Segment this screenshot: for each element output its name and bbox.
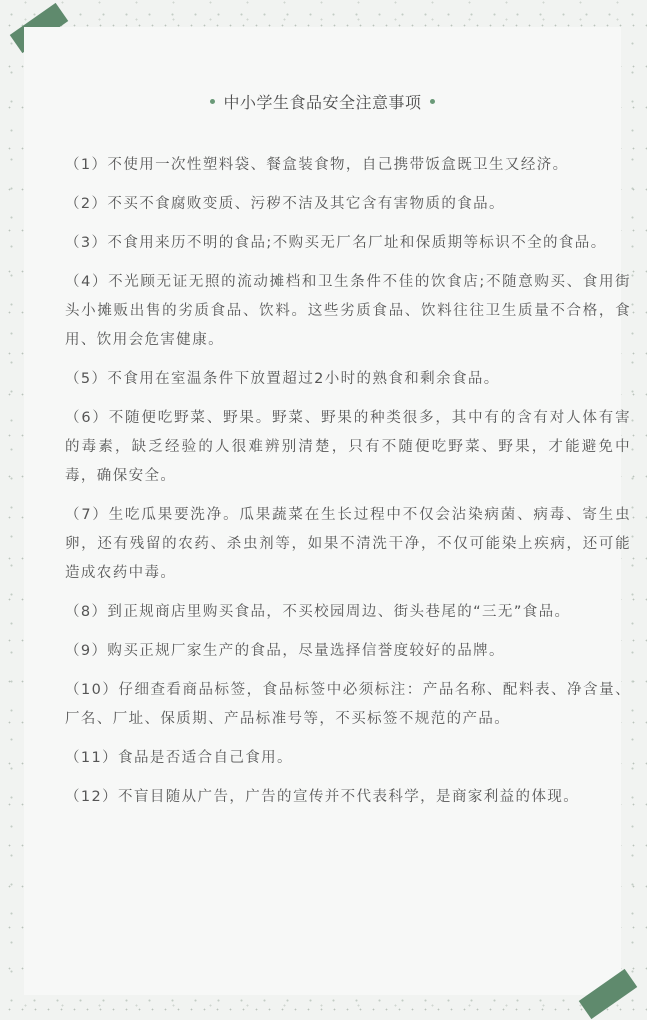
notice-item-11: （11）食品是否适合自己食用。: [65, 750, 293, 766]
notice-list: [65, 151, 631, 822]
title-bullet-left-icon: [210, 99, 215, 104]
notice-item-6: （6）不随便吃野菜、野果。野菜、野果的种类很多，其中有的含有对人体有害的毒素，缺乏经验的人很难辨别清楚，只有不随便吃野菜、野果，才能避免中毒，确保安全。: [65, 410, 631, 484]
notice-item-3: （3）不食用来历不明的食品;不购买无厂名厂址和保质期等标识不全的食品。: [65, 235, 607, 251]
notice-item-7: （7）生吃瓜果要洗净。瓜果蔬菜在生长过程中不仅会沾染病菌、病毒、寄生虫卵，还有残留的农药、杀虫剂等，如果不清洗干净，不仅可能染上疾病，还可能造成农药中毒。: [65, 507, 631, 581]
notice-item-1: （1）不使用一次性塑料袋、餐盒装食物，自己携带饭盒既卫生又经济。: [65, 157, 569, 173]
notice-item-9: （9）购买正规厂家生产的食品，尽量选择信誉度较好的品牌。: [65, 643, 505, 659]
title-bullet-right-icon: [430, 99, 435, 104]
notice-item-4: （4）不光顾无证无照的流动摊档和卫生条件不佳的饮食店;不随意购买、食用街头小摊贩出售的劣质食品、饮料。这些劣质食品、饮料往往卫生质量不合格，食用、饮用会危害健康。: [65, 274, 631, 348]
notice-item-5: （5）不食用在室温条件下放置超过2小时的熟食和剩余食品。: [65, 371, 500, 387]
page-title: 中小学生食品安全注意事项: [223, 93, 422, 112]
notice-item-2: （2）不买不食腐败变质、污秽不洁及其它含有害物质的食品。: [65, 196, 505, 212]
notice-item-8: （8）到正规商店里购买食品，不买校园周边、街头巷尾的“三无”食品。: [65, 604, 571, 620]
title-row: [24, 93, 621, 113]
paper-card: [24, 27, 631, 995]
notice-item-12: （12）不盲目随从广告，广告的宣传并不代表科学，是商家利益的体现。: [65, 789, 580, 805]
notice-item-10: （10）仔细查看商品标签，食品标签中必须标注：产品名称、配料表、净含量、厂名、厂址、保质期、产品标准号等，不买标签不规范的产品。: [65, 682, 631, 727]
